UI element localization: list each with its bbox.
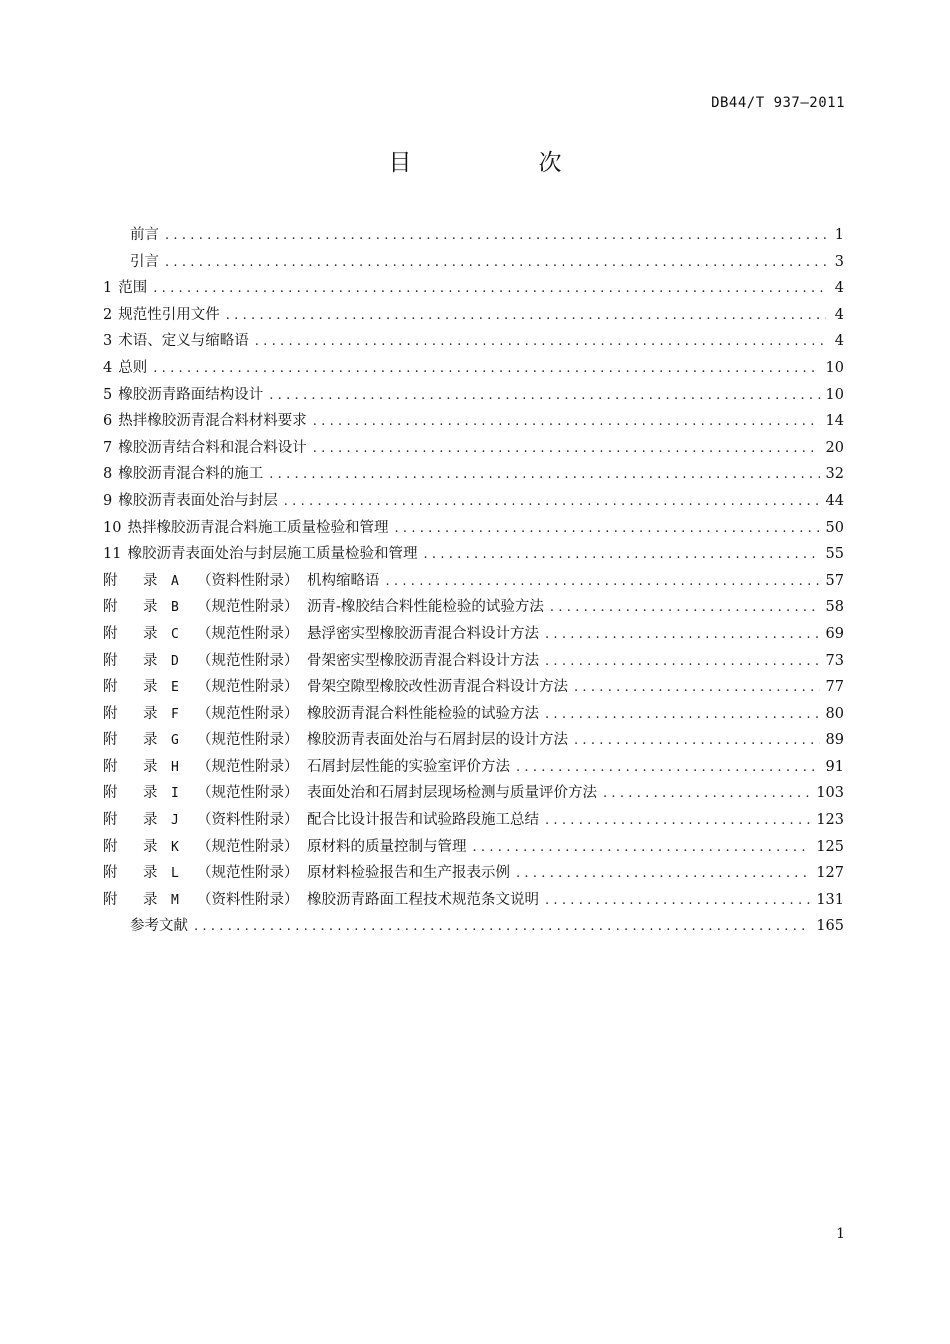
appendix-prefix xyxy=(103,727,307,755)
toc-entry[interactable] xyxy=(103,222,844,249)
toc-entry-title: 表面处治和石屑封层现场检测与质量评价方法 xyxy=(307,785,597,802)
toc-entry-title: 橡胶沥青混合料的施工 xyxy=(118,466,264,483)
toc-entry-page: 10 xyxy=(825,359,844,376)
toc-entry-page: 55 xyxy=(825,546,844,563)
appendix-prefix xyxy=(103,568,307,596)
dot-leader xyxy=(269,383,819,410)
toc-entry-lead xyxy=(103,302,220,329)
toc-entry[interactable] xyxy=(103,275,844,302)
toc-entry[interactable] xyxy=(103,913,844,940)
toc-entry-number: 7 xyxy=(103,439,113,456)
appendix-label-fu: 附 xyxy=(103,599,118,616)
toc-entry-title: 总则 xyxy=(118,359,148,376)
toc-entry-number: 5 xyxy=(103,386,113,403)
toc-entry[interactable] xyxy=(103,648,844,675)
toc-entry-title: 原材料的质量控制与管理 xyxy=(307,838,467,855)
appendix-prefix xyxy=(103,674,307,702)
appendix-letter: E xyxy=(171,680,179,696)
dot-leader xyxy=(423,542,819,569)
appendix-label-fu: 附 xyxy=(103,812,118,829)
dot-leader xyxy=(545,649,820,676)
toc-entry-lead xyxy=(103,674,568,702)
toc-entry-title: 骨架密实型橡胶沥青混合料设计方法 xyxy=(307,652,539,669)
appendix-label-fu: 附 xyxy=(103,891,118,908)
appendix-label-lu: 录 xyxy=(143,891,158,908)
toc-entry-page: 4 xyxy=(834,333,844,350)
appendix-kind: （资料性附录） xyxy=(197,891,299,908)
appendix-label-lu: 录 xyxy=(143,732,158,749)
toc-entry-title: 橡胶沥青表面处治与封层施工质量检验和管理 xyxy=(127,546,418,563)
appendix-prefix xyxy=(103,648,307,676)
dot-leader xyxy=(226,303,826,330)
toc-entry-title: 术语、定义与缩略语 xyxy=(118,333,249,350)
toc-entry[interactable] xyxy=(103,621,844,648)
toc-entry-page: 57 xyxy=(825,572,844,589)
appendix-label-fu: 附 xyxy=(103,758,118,775)
appendix-kind: （规范性附录） xyxy=(197,732,299,749)
appendix-letter: K xyxy=(171,839,179,855)
appendix-letter: I xyxy=(171,786,179,802)
toc-entry-title: 配合比设计报告和试验路段施工总结 xyxy=(307,812,539,829)
dot-leader xyxy=(269,462,819,489)
toc-entry[interactable] xyxy=(103,328,844,355)
appendix-label-lu: 录 xyxy=(143,785,158,802)
dot-leader xyxy=(165,223,826,250)
appendix-label-fu: 附 xyxy=(103,652,118,669)
toc-entry[interactable] xyxy=(103,860,844,887)
toc-entry-title: 悬浮密实型橡胶沥青混合料设计方法 xyxy=(307,625,539,642)
appendix-label-lu: 录 xyxy=(143,572,158,589)
appendix-prefix xyxy=(103,887,307,915)
toc-entry-lead xyxy=(103,488,278,515)
toc-entry-lead xyxy=(103,754,510,782)
toc-entry-lead xyxy=(103,807,539,835)
toc-entry-page: 14 xyxy=(825,413,844,430)
footer-page-number: 1 xyxy=(836,1226,845,1242)
page-title: 目 次 xyxy=(388,150,614,176)
toc-entry-page: 10 xyxy=(825,386,844,403)
appendix-label-lu: 录 xyxy=(143,625,158,642)
appendix-prefix xyxy=(103,621,307,649)
toc-entry[interactable] xyxy=(103,727,844,754)
toc-entry-page: 127 xyxy=(816,865,844,882)
appendix-prefix xyxy=(103,807,307,835)
appendix-kind: （资料性附录） xyxy=(197,572,299,589)
appendix-label-fu: 附 xyxy=(103,838,118,855)
toc-entry[interactable] xyxy=(103,754,844,781)
toc-entry-page: 89 xyxy=(825,732,844,749)
toc-entry[interactable] xyxy=(103,701,844,728)
toc-entry[interactable] xyxy=(103,249,844,276)
appendix-prefix xyxy=(103,780,307,808)
appendix-kind: （规范性附录） xyxy=(197,785,299,802)
dot-leader xyxy=(386,569,820,596)
dot-leader xyxy=(313,409,820,436)
toc-entry[interactable] xyxy=(103,807,844,834)
dot-leader xyxy=(545,702,820,729)
toc-entry-number: 11 xyxy=(103,546,122,563)
toc-entry-lead xyxy=(103,435,307,462)
toc-entry-title: 橡胶沥青路面结构设计 xyxy=(118,386,264,403)
dot-leader xyxy=(603,781,810,808)
appendix-prefix xyxy=(103,754,307,782)
toc-entry[interactable] xyxy=(103,382,844,409)
dot-leader xyxy=(255,329,826,356)
toc-entry-title: 橡胶沥青结合料和混合料设计 xyxy=(118,439,307,456)
toc-entry-lead xyxy=(103,408,307,435)
appendix-label-lu: 录 xyxy=(143,599,158,616)
dot-leader xyxy=(516,861,810,888)
toc-entry-page: 73 xyxy=(825,652,844,669)
toc-entry-title: 热拌橡胶沥青混合料施工质量检验和管理 xyxy=(127,519,389,536)
toc-entry-page: 58 xyxy=(825,599,844,616)
dot-leader xyxy=(545,622,820,649)
appendix-label-fu: 附 xyxy=(103,732,118,749)
dot-leader xyxy=(284,489,820,516)
appendix-letter: C xyxy=(171,626,179,642)
toc-entry-page: 91 xyxy=(825,758,844,775)
toc-entry-title: 原材料检验报告和生产报表示例 xyxy=(307,865,510,882)
appendix-label-fu: 附 xyxy=(103,572,118,589)
dot-leader xyxy=(165,250,826,277)
toc-entry-lead xyxy=(103,834,467,862)
appendix-kind: （规范性附录） xyxy=(197,679,299,696)
appendix-kind: （规范性附录） xyxy=(197,705,299,722)
dot-leader xyxy=(473,835,811,862)
appendix-prefix xyxy=(103,701,307,729)
appendix-label-fu: 附 xyxy=(103,625,118,642)
toc-entry[interactable] xyxy=(103,488,844,515)
toc-entry-lead xyxy=(103,328,249,355)
dot-leader xyxy=(194,914,810,941)
toc-entry[interactable] xyxy=(103,435,844,462)
appendix-letter: L xyxy=(171,866,179,882)
toc-entry[interactable] xyxy=(103,780,844,807)
toc-entry-page: 123 xyxy=(816,812,844,829)
toc-entry[interactable] xyxy=(103,834,844,861)
toc-entry-lead xyxy=(103,860,510,888)
toc-entry[interactable] xyxy=(103,355,844,382)
appendix-letter: G xyxy=(171,733,179,749)
appendix-kind: （规范性附录） xyxy=(197,599,299,616)
toc-entry-lead xyxy=(103,382,263,409)
toc-entry-title: 橡胶沥青表面处治与石屑封层的设计方法 xyxy=(307,732,568,749)
toc-entry[interactable] xyxy=(103,302,844,329)
appendix-kind: （规范性附录） xyxy=(197,838,299,855)
toc-entry-number: 3 xyxy=(103,333,113,350)
toc-entry-lead xyxy=(103,780,597,808)
toc-entry-lead xyxy=(103,701,539,729)
toc-entry-title: 范围 xyxy=(118,280,148,297)
toc-entry-title: 机构缩略语 xyxy=(307,572,380,589)
dot-leader xyxy=(574,675,820,702)
appendix-label-lu: 录 xyxy=(143,838,158,855)
toc-entry-page: 20 xyxy=(825,439,844,456)
appendix-kind: （规范性附录） xyxy=(197,758,299,775)
toc-entry-lead xyxy=(103,887,539,915)
toc-entry-lead xyxy=(103,222,159,249)
appendix-letter: F xyxy=(171,706,179,722)
document-code: DB44/T 937—2011 xyxy=(711,95,845,111)
appendix-kind: （资料性附录） xyxy=(197,812,299,829)
appendix-label-fu: 附 xyxy=(103,785,118,802)
toc-entry-lead xyxy=(103,541,417,568)
toc-entry-title: 橡胶沥青表面处治与封层 xyxy=(118,492,278,509)
toc-entry-lead xyxy=(103,727,568,755)
toc-entry-number: 6 xyxy=(103,413,113,430)
appendix-label-lu: 录 xyxy=(143,865,158,882)
dot-leader xyxy=(545,888,810,915)
appendix-label-fu: 附 xyxy=(103,865,118,882)
toc-entry-page: 77 xyxy=(825,679,844,696)
toc-entry[interactable] xyxy=(103,887,844,914)
toc-entry-number: 2 xyxy=(103,306,113,323)
toc-entry[interactable] xyxy=(103,515,844,542)
toc-entry-title: 橡胶沥青路面工程技术规范条文说明 xyxy=(307,891,539,908)
toc-entry-lead xyxy=(103,249,159,276)
appendix-label-lu: 录 xyxy=(143,758,158,775)
toc-entry-page: 165 xyxy=(816,918,844,935)
toc-entry-title: 沥青-橡胶结合料性能检验的试验方法 xyxy=(307,599,544,616)
appendix-letter: B xyxy=(171,600,179,616)
appendix-letter: A xyxy=(171,573,179,589)
toc-entry-page: 125 xyxy=(816,838,844,855)
appendix-prefix xyxy=(103,834,307,862)
toc-entry-title: 规范性引用文件 xyxy=(118,306,220,323)
toc-entry-lead xyxy=(103,621,539,649)
toc-entry-lead xyxy=(103,648,539,676)
toc-entry-page: 4 xyxy=(834,306,844,323)
toc-entry-page: 4 xyxy=(834,280,844,297)
toc-entry-title: 骨架空隙型橡胶改性沥青混合料设计方法 xyxy=(307,679,568,696)
appendix-label-fu: 附 xyxy=(103,705,118,722)
toc-entry-number: 9 xyxy=(103,492,113,509)
toc-entry-page: 103 xyxy=(816,785,844,802)
toc-entry-lead xyxy=(103,568,380,596)
toc-entry-title: 参考文献 xyxy=(130,918,188,935)
toc-entry-page: 80 xyxy=(825,705,844,722)
appendix-label-lu: 录 xyxy=(143,679,158,696)
toc-entry-title: 石屑封层性能的实验室评价方法 xyxy=(307,758,510,775)
dot-leader xyxy=(153,356,819,383)
toc-entry[interactable] xyxy=(103,594,844,621)
toc-entry-number: 4 xyxy=(103,359,113,376)
toc-entry[interactable] xyxy=(103,568,844,595)
toc-entry-lead xyxy=(103,913,188,940)
toc-entry-page: 1 xyxy=(834,227,844,243)
toc-entry-number: 1 xyxy=(103,280,113,297)
toc-entry-page: 44 xyxy=(825,492,844,509)
dot-leader xyxy=(550,595,820,622)
dot-leader xyxy=(394,516,819,543)
appendix-label-lu: 录 xyxy=(143,812,158,829)
appendix-letter: M xyxy=(171,892,179,908)
toc-entry-title: 引言 xyxy=(130,253,159,270)
toc-entry[interactable] xyxy=(103,408,844,435)
appendix-prefix xyxy=(103,860,307,888)
toc-entry[interactable] xyxy=(103,674,844,701)
toc-entry-number: 8 xyxy=(103,466,113,483)
dot-leader xyxy=(313,436,820,463)
toc-entry-page: 32 xyxy=(825,466,844,483)
toc-entry-page: 3 xyxy=(834,253,844,270)
toc-entry-lead xyxy=(103,355,147,382)
dot-leader xyxy=(574,728,820,755)
toc-entry[interactable] xyxy=(103,541,844,568)
toc-entry-title: 前言 xyxy=(130,227,159,243)
toc-entry-title: 热拌橡胶沥青混合料材料要求 xyxy=(118,413,307,430)
appendix-kind: （规范性附录） xyxy=(197,865,299,882)
appendix-label-lu: 录 xyxy=(143,705,158,722)
dot-leader xyxy=(545,808,810,835)
appendix-label-lu: 录 xyxy=(143,652,158,669)
appendix-label-fu: 附 xyxy=(103,679,118,696)
dot-leader xyxy=(153,276,826,303)
appendix-prefix xyxy=(103,594,307,622)
toc-entry-number: 10 xyxy=(103,519,122,536)
appendix-kind: （规范性附录） xyxy=(197,625,299,642)
appendix-letter: H xyxy=(171,759,179,775)
appendix-kind: （规范性附录） xyxy=(197,652,299,669)
appendix-letter: D xyxy=(171,653,179,669)
toc-entry-lead xyxy=(103,461,263,488)
toc-entry-lead xyxy=(103,515,388,542)
toc-entry-title: 橡胶沥青混合料性能检验的试验方法 xyxy=(307,705,539,722)
toc-entry-page: 69 xyxy=(825,625,844,642)
toc-entry[interactable] xyxy=(103,461,844,488)
toc-entry-lead xyxy=(103,275,147,302)
toc-entry-page: 50 xyxy=(825,519,844,536)
toc-entry-page: 131 xyxy=(816,891,844,908)
dot-leader xyxy=(516,755,820,782)
table-of-contents xyxy=(103,222,844,940)
appendix-letter: J xyxy=(171,813,179,829)
toc-entry-lead xyxy=(103,594,544,622)
